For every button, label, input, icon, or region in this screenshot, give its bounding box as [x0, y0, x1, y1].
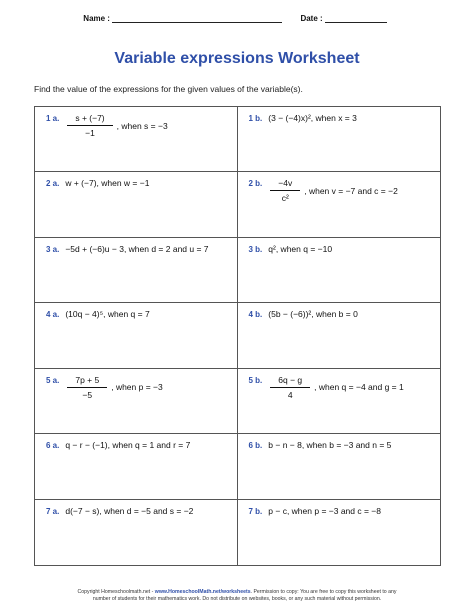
copyright-footer	[0, 589, 474, 603]
denominator: 4	[270, 387, 310, 400]
problem-number: 7 b.	[248, 506, 263, 516]
expression: p − c, when p = −3 and c = −8	[268, 505, 381, 516]
distribution-notice: number of students for their mathematics work. Do not distribute on websites, books, or any such material without permission.	[92, 596, 382, 602]
problem-cell[interactable]	[35, 434, 238, 499]
instructions: Find the value of the expressions for the given values of the variable(s).	[34, 84, 303, 94]
problem-number: 1 a.	[46, 114, 60, 123]
problem-number: 3 b.	[248, 244, 263, 254]
page-title: Variable expressions Worksheet	[114, 50, 360, 67]
problem-grid	[34, 106, 441, 566]
condition: , when p = −3	[111, 382, 163, 393]
problem-cell[interactable]	[238, 303, 441, 368]
problem-cell[interactable]	[35, 500, 238, 565]
expression: d(−7 − s), when d = −5 and s = −2	[65, 505, 194, 516]
expression: b − n − 8, when b = −3 and n = 5	[268, 440, 392, 451]
problem-cell[interactable]	[238, 238, 441, 303]
problem-cell[interactable]	[238, 107, 441, 172]
worksheets-link[interactable]: www.HomeschoolMath.net/worksheets	[154, 589, 251, 595]
denominator: c²	[270, 190, 300, 203]
fraction	[71, 113, 108, 138]
problem-number: 6 b.	[248, 441, 263, 451]
problem-cell[interactable]	[35, 238, 238, 303]
expression: (5b − (−6))², when b = 0	[268, 309, 358, 320]
expression: w + (−7), when w = −1	[65, 178, 150, 189]
problem-number: 3 a.	[46, 244, 60, 254]
numerator: 7p + 5	[75, 374, 100, 385]
permission-text: . Permission to copy: You are free to copy this worksheet to any	[250, 589, 397, 595]
fraction	[71, 375, 103, 400]
condition: , when v = −7 and c = −2	[304, 185, 398, 196]
problem-cell[interactable]	[35, 107, 238, 172]
expression: (10q − 4)⁵, when q = 7	[65, 309, 150, 320]
numerator: −4v	[278, 178, 293, 189]
problem-number: 2 a.	[46, 179, 60, 189]
date-line[interactable]	[325, 14, 387, 23]
expression: (3 − (−4)x)², when x = 3	[268, 113, 357, 123]
condition: , when q = −4 and g = 1	[314, 382, 404, 393]
problem-number: 2 b.	[248, 179, 263, 189]
problem-cell[interactable]	[238, 369, 441, 434]
fraction	[274, 178, 296, 203]
fraction	[274, 375, 306, 400]
problem-number: 4 b.	[248, 310, 263, 320]
name-line[interactable]	[112, 14, 282, 23]
problem-cell[interactable]	[238, 500, 441, 565]
problem-number: 7 a.	[46, 506, 60, 516]
name-date-header	[0, 14, 474, 23]
problem-number: 5 a.	[46, 375, 60, 385]
copyright-text: Copyright Homeschoolmath.net -	[77, 589, 155, 595]
problem-number: 4 a.	[46, 310, 60, 320]
expression: q − r − (−1), when q = 1 and r = 7	[65, 440, 191, 451]
denominator: −5	[67, 387, 107, 400]
problem-number: 6 a.	[46, 441, 60, 451]
problem-number: 1 b.	[248, 114, 263, 123]
problem-cell[interactable]	[35, 303, 238, 368]
problem-cell[interactable]	[238, 172, 441, 237]
denominator: −1	[67, 125, 112, 138]
expression: q², when q = −10	[268, 243, 333, 254]
problem-cell[interactable]	[35, 172, 238, 237]
condition: , when s = −3	[116, 120, 168, 131]
name-label: Name :	[83, 14, 110, 23]
problem-cell[interactable]	[238, 434, 441, 499]
expression: −5d + (−6)u − 3, when d = 2 and u = 7	[65, 243, 209, 254]
problem-number: 5 b.	[248, 375, 263, 385]
numerator: 6q − g	[278, 374, 303, 385]
numerator: s + (−7)	[75, 113, 105, 123]
date-label: Date :	[300, 14, 323, 23]
problem-cell[interactable]	[35, 369, 238, 434]
